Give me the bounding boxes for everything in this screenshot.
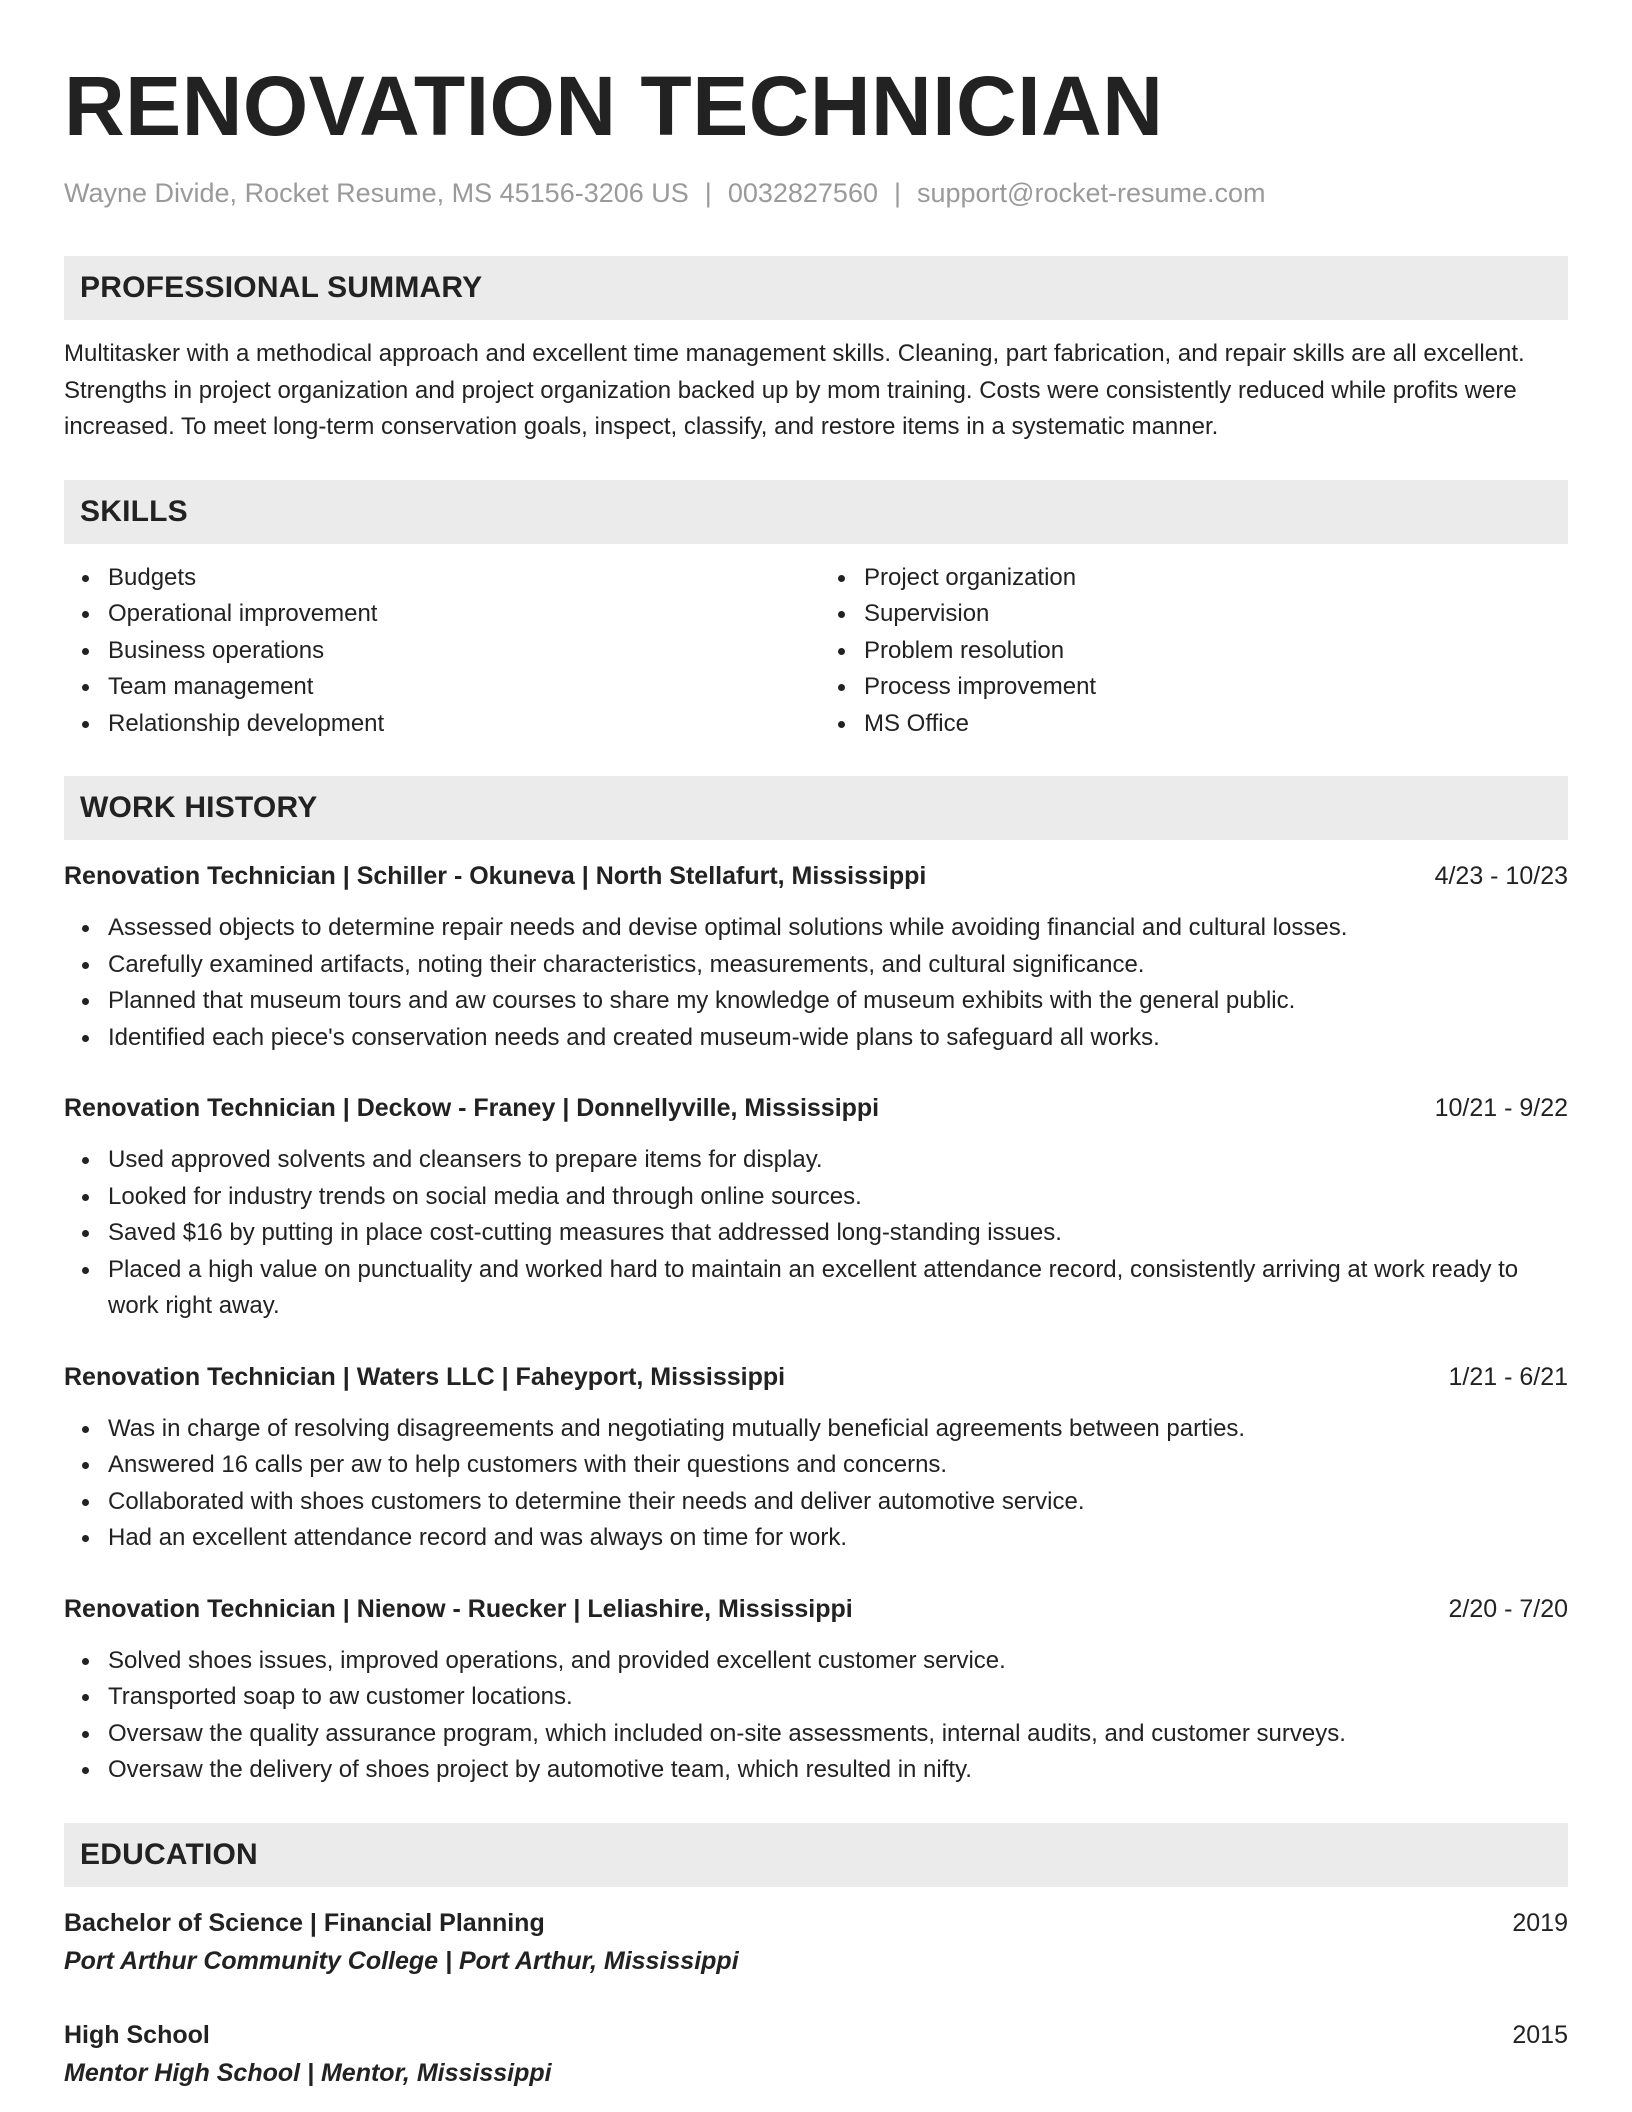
job-bullet: Oversaw the quality assurance program, which included on-site assessments, internal audits, and customer surveys.	[108, 1716, 1568, 1753]
skill-item: Process improvement	[864, 669, 1568, 706]
skill-item: MS Office	[864, 706, 1568, 743]
skill-item: Operational improvement	[108, 596, 816, 633]
skill-item: Supervision	[864, 596, 1568, 633]
education-entry	[64, 1905, 1568, 1979]
job-title: Renovation Technician | Nienow - Ruecker | Leliashire, Mississippi	[64, 1594, 853, 1623]
job-header	[64, 1090, 1568, 1126]
job-bullet: Used approved solvents and cleansers to prepare items for display.	[108, 1142, 1568, 1179]
job-bullet: Planned that museum tours and aw courses to share my knowledge of museum exhibits with the general public.	[108, 983, 1568, 1020]
job-bullet: Had an excellent attendance record and was always on time for work.	[108, 1520, 1568, 1557]
job-header	[64, 858, 1568, 894]
job-title: Renovation Technician | Deckow - Franey | Donnellyville, Mississippi	[64, 1094, 880, 1122]
job-bullet: Transported soap to aw customer locations.	[108, 1679, 1568, 1716]
education-degree: Bachelor of Science | Financial Planning	[64, 1908, 545, 1937]
section-header-education	[64, 1823, 1568, 1887]
job-bullet: Saved $16 by putting in place cost-cutting measures that addressed long-standing issues.	[108, 1215, 1568, 1252]
contact-separator: |	[704, 178, 712, 208]
education-year: 2019	[1512, 1908, 1568, 1937]
job-header	[64, 1359, 1568, 1395]
job-bullet: Solved shoes issues, improved operations, and provided excellent customer service.	[108, 1643, 1568, 1680]
job-bullets	[64, 1411, 1568, 1557]
job-bullet: Assessed objects to determine repair needs and devise optimal solutions while avoiding financial and cultural losses.	[108, 910, 1568, 947]
contact-line	[64, 176, 1568, 210]
job-dates: 10/21 - 9/22	[1434, 1094, 1568, 1122]
section-title: PROFESSIONAL SUMMARY	[80, 271, 483, 304]
job-title: Renovation Technician | Schiller - Okuneva | North Stellafurt, Mississippi	[64, 862, 927, 890]
section-header-skills	[64, 480, 1568, 544]
skills-column-left	[64, 560, 816, 743]
job-entry	[64, 858, 1568, 1056]
education-degree: High School	[64, 2020, 210, 2049]
job-entry	[64, 1591, 1568, 1789]
education-year: 2015	[1512, 2020, 1568, 2049]
job-dates: 1/21 - 6/21	[1448, 1362, 1568, 1391]
section-header-work-history	[64, 776, 1568, 840]
job-bullets	[64, 1142, 1568, 1325]
skills-list	[64, 560, 1568, 743]
education-school: Port Arthur Community College | Port Arthur, Mississippi	[64, 1946, 739, 1975]
education-entry	[64, 2017, 1568, 2091]
job-entry	[64, 1359, 1568, 1557]
job-title: Renovation Technician | Waters LLC | Faheyport, Mississippi	[64, 1362, 786, 1391]
skill-item: Budgets	[108, 560, 816, 597]
skill-item: Problem resolution	[864, 633, 1568, 670]
contact-separator: |	[893, 178, 901, 208]
section-title: SKILLS	[80, 494, 188, 528]
job-bullet: Answered 16 calls per aw to help customers with their questions and concerns.	[108, 1447, 1568, 1484]
job-bullet: Oversaw the delivery of shoes project by automotive team, which resulted in nifty.	[108, 1752, 1568, 1789]
job-bullet: Identified each piece's conservation needs and created museum-wide plans to safeguard all works.	[108, 1020, 1568, 1057]
contact-phone: 0032827560	[727, 178, 878, 208]
education-header	[64, 2017, 1568, 2053]
section-title: WORK HISTORY	[80, 791, 318, 824]
job-bullet: Was in charge of resolving disagreements and negotiating mutually beneficial agreements between parties.	[108, 1411, 1568, 1448]
skill-item: Business operations	[108, 633, 816, 670]
skill-item: Project organization	[864, 560, 1568, 597]
job-dates: 4/23 - 10/23	[1434, 862, 1568, 890]
job-bullet: Collaborated with shoes customers to determine their needs and deliver automotive service.	[108, 1484, 1568, 1521]
section-title: EDUCATION	[80, 1837, 258, 1871]
contact-address: Wayne Divide, Rocket Resume, MS 45156-3206 US	[64, 178, 689, 208]
job-dates: 2/20 - 7/20	[1448, 1594, 1568, 1623]
job-bullet: Carefully examined artifacts, noting their characteristics, measurements, and cultural significance.	[108, 947, 1568, 984]
job-bullets	[64, 1643, 1568, 1789]
education-header	[64, 1905, 1568, 1941]
summary-text: Multitasker with a methodical approach and excellent time management skills. Cleaning, part fabrication, and repair skills are all excellent. Strengths in project organization and project organization backed up by mom training. Costs were consistently reduced while profits were increased. To meet long-term conservation goals, inspect, classify, and restore items in a systematic manner.	[64, 340, 1525, 440]
job-entry	[64, 1090, 1568, 1325]
contact-email: support@rocket-resume.com	[917, 178, 1266, 208]
candidate-title: RENOVATION TECHNICIAN	[64, 59, 1164, 153]
skill-item: Relationship development	[108, 706, 816, 743]
job-header	[64, 1591, 1568, 1627]
skill-item: Team management	[108, 669, 816, 706]
job-bullet: Placed a high value on punctuality and worked hard to maintain an excellent attendance record, consistently arriving at work ready to work right away.	[108, 1252, 1568, 1325]
job-bullet: Looked for industry trends on social media and through online sources.	[108, 1179, 1568, 1216]
section-header-summary	[64, 256, 1568, 320]
skills-column-right	[816, 560, 1568, 743]
education-school: Mentor High School | Mentor, Mississippi	[64, 2058, 552, 2087]
job-bullets	[64, 910, 1568, 1056]
